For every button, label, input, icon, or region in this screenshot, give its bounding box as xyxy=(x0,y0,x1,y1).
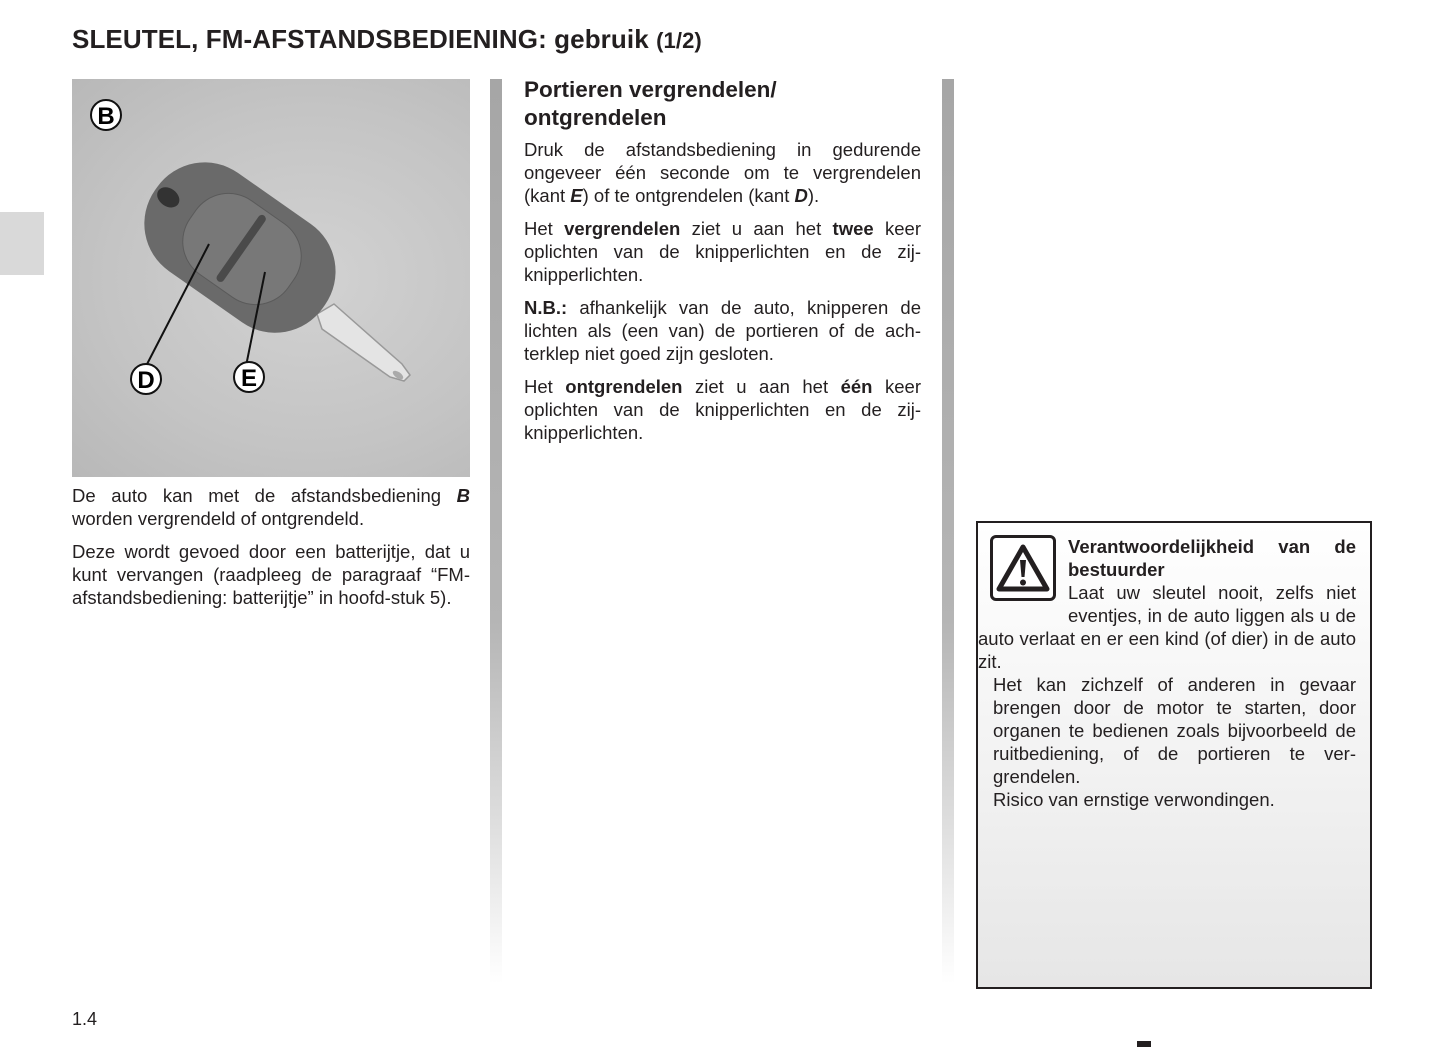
text-run: Het xyxy=(524,376,566,397)
column-divider xyxy=(490,79,502,984)
emphasis-text: vergrendelen xyxy=(564,218,681,239)
title-text: SLEUTEL, FM-AFSTANDSBEDIENING: gebruik xyxy=(72,24,649,54)
title-part: (1/2) xyxy=(656,28,702,53)
label-d-text: D xyxy=(137,367,155,394)
warning-lines xyxy=(894,581,1356,673)
text-run: ) of te ontgrendelen (kant xyxy=(582,185,795,206)
label-b-text: B xyxy=(97,103,115,130)
emphasis-text: ontgrendelen xyxy=(565,376,683,397)
column-divider xyxy=(942,79,954,984)
text-run: ziet u aan het xyxy=(682,376,841,397)
text-run: Het xyxy=(524,218,565,239)
text-run: De auto kan met de afstandsbediening xyxy=(72,485,457,506)
text-run: keer oplichten van de knipperlichten en de zij-knipperlichten. xyxy=(524,376,921,443)
text-run: keer oplichten van de knipperlichten en de zij-knipperlichten. xyxy=(524,218,921,285)
warning-title: Verantwoordelijkheid van de bestuurder xyxy=(1068,536,1356,580)
warning-line: Laat uw sleutel nooit, zelfs niet eventjes, in de auto liggen als u de auto verlaat en er een kind (of dier) in de auto zit. xyxy=(978,582,1356,672)
warning-body xyxy=(978,673,1370,811)
paragraph xyxy=(524,217,921,286)
text-run: ). xyxy=(807,185,820,206)
page-title xyxy=(72,24,702,55)
text-run: Deze wordt gevoed door een batterijtje, dat u kunt vervangen (raadpleeg de paragraaf “FM-afstandsbediening: batterijtje” in hoofd-stuk 5). xyxy=(72,541,470,608)
text-run: worden vergrendeld of ontgrendeld. xyxy=(72,508,365,529)
section-heading: Portieren vergrendelen/ ontgrendelen xyxy=(524,77,777,130)
emphasis-text: twee xyxy=(832,218,874,239)
paragraph xyxy=(72,540,470,609)
emphasis-text: B xyxy=(456,485,470,506)
key-photo xyxy=(72,79,470,477)
paragraph xyxy=(72,484,470,530)
chapter-tab xyxy=(0,212,44,275)
middle-paragraphs xyxy=(524,138,921,444)
page-number: 1.4 xyxy=(72,1009,98,1029)
remote-key-illustration xyxy=(72,79,470,477)
warning-box xyxy=(976,521,1372,989)
text-run: afhankelijk van de auto, knipperen de lichten als (een van) de portieren of de ach-terklep niet goed zijn gesloten. xyxy=(524,297,921,364)
middle-column xyxy=(524,76,921,454)
crop-mark xyxy=(1137,1041,1151,1047)
emphasis-text: E xyxy=(570,185,583,206)
paragraph xyxy=(524,138,921,207)
emphasis-text: één xyxy=(840,376,873,397)
key-blade xyxy=(317,304,410,381)
emphasis-text: N.B.: xyxy=(524,297,568,318)
warning-triangle-icon xyxy=(990,535,1056,601)
left-column xyxy=(72,484,470,619)
text-run: Druk de afstandsbediening in gedurende ongeveer één seconde om te vergrendelen (kant xyxy=(524,139,921,206)
paragraph xyxy=(524,296,921,365)
warning-line: Het kan zichzelf of anderen in gevaar brengen door de motor te starten, door organen te bedienen zoals bijvoorbeeld de ruitbediening, of de portieren te ver-grendelen. xyxy=(993,674,1356,787)
warning-line: Risico van ernstige verwondingen. xyxy=(993,789,1275,810)
paragraph xyxy=(524,375,921,444)
text-run: ziet u aan het xyxy=(680,218,833,239)
emphasis-text: D xyxy=(794,185,808,206)
label-e-text: E xyxy=(240,365,258,392)
